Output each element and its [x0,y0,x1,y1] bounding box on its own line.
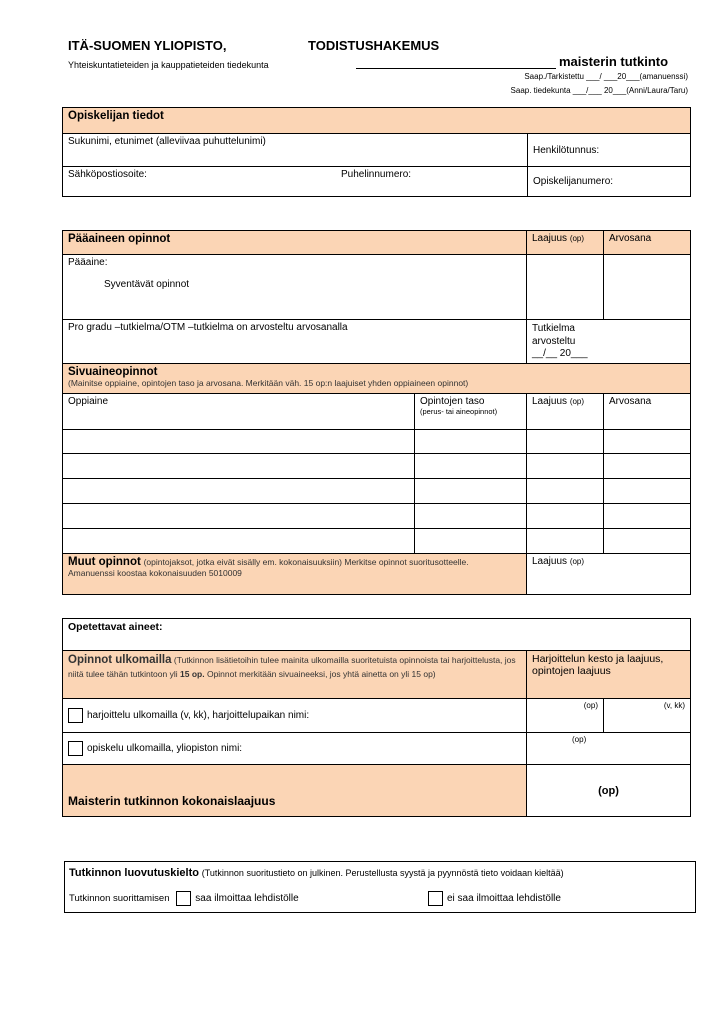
other-studies-note: (opintojaksot, jotka eivät sisälly em. kokonaisuuksiin) Merkitse opinnot suoritusotteelle. [143,557,469,567]
publication-prefix: Tutkinnon suorittamisen [69,893,170,905]
abroad-header [63,651,527,699]
thesis-graded-label: Tutkielma arvosteltu [532,323,576,347]
minor-col-scope-label: Laajuus [532,396,568,407]
minor-subject-cell[interactable] [63,479,415,504]
internship-abroad-checkbox[interactable] [68,708,83,723]
minor-col-scope [527,394,604,430]
other-scope-cell[interactable] [527,554,691,595]
major-scope-header [527,231,604,255]
study-abroad-field [63,733,527,765]
total-scope-unit: (op) [598,784,619,797]
minor-grade-cell[interactable] [604,529,691,554]
minor-subject-cell[interactable] [63,430,415,454]
studies-table [62,230,691,595]
minor-level-cell[interactable] [415,504,527,529]
student-info-table [62,107,691,197]
minor-col-subject-label: Oppiaine [68,396,109,407]
major-label: Pääaine: [68,257,108,268]
form-title: TODISTUSHAKEMUS [308,38,440,53]
abroad-note-bold: 15 op. [180,669,205,679]
major-header [63,231,527,255]
major-title: Pääaineen opinnot [68,233,171,245]
advanced-studies-label: Syventävät opinnot [104,279,190,290]
minor-header [63,364,691,394]
major-scope-unit: (op) [569,234,585,243]
ssn-label: Henkilötunnus: [533,144,600,156]
internship-duration-cell[interactable] [604,699,691,733]
minor-col-subject [63,394,415,430]
minor-row [63,430,691,454]
study-abroad-op-cell[interactable] [527,733,691,765]
teaching-subjects-field[interactable] [63,619,691,651]
minor-scope-cell[interactable] [527,454,604,479]
name-label: Sukunimi, etunimet (alleviivaa puhuttelunimi) [68,136,266,147]
minor-grade-cell[interactable] [604,479,691,504]
minor-scope-cell[interactable] [527,479,604,504]
ssn-field[interactable] [528,134,691,167]
major-grade-header [604,231,691,255]
university-name: ITÄ-SUOMEN YLIOPISTO, [68,38,227,53]
other-scope-unit: (op) [569,557,585,566]
minor-col-grade [604,394,691,430]
other-studies-title: Muut opinnot [68,556,141,568]
thesis-field[interactable] [63,320,527,364]
email-phone-field[interactable] [63,167,528,197]
minor-col-level-label: Opintojen taso [420,396,485,407]
total-scope-label: Maisterin tutkinnon kokonaislaajuus [68,794,276,808]
minor-level-cell[interactable] [415,529,527,554]
minor-title: Sivuaineopinnot [68,366,158,378]
major-grade-label: Arvosana [609,233,652,244]
minor-grade-cell[interactable] [604,430,691,454]
faculty-received-line: Saap. tiedekunta ___/___ 20___(Anni/Laura/Taru) [510,86,688,95]
student-number-field[interactable] [528,167,691,197]
minor-row [63,454,691,479]
minor-subject-cell[interactable] [63,454,415,479]
minor-col-scope-unit: (op) [569,397,585,406]
thesis-graded-cell[interactable] [527,320,691,364]
abroad-note: (Tutkinnon lisätietoihin tulee mainita ulkomailla suoritetuista opinnoista tai harjoittelusta, jos niitä tulee tähän tutkintoon yli [68,655,516,679]
abroad-right-header-label: Harjoittelun kesto ja laajuus, opintojen laajuus [532,653,664,677]
major-scope-label: Laajuus [532,233,568,244]
study-abroad-label: opiskelu ulkomailla, yliopiston nimi: [87,743,243,755]
degree-name-line[interactable] [356,68,556,69]
minor-level-cell[interactable] [415,479,527,504]
internship-op-cell[interactable] [527,699,604,733]
internship-abroad-field [63,699,527,733]
student-info-header [63,108,691,134]
minor-grade-cell[interactable] [604,504,691,529]
internship-op-label: (op) [583,701,598,710]
minor-grade-cell[interactable] [604,454,691,479]
email-label: Sähköpostiosoite: [68,169,147,180]
minor-col-grade-label: Arvosana [609,396,652,407]
publication-title: Tutkinnon luovutuskielto [69,867,199,879]
minor-subject-cell[interactable] [63,504,415,529]
minor-row [63,479,691,504]
degree-label: maisterin tutkinto [559,54,669,69]
press-denied-label: ei saa ilmoittaa lehdistölle [447,893,561,905]
publication-note: (Tutkinnon suoritustieto on julkinen. Perustellusta syystä ja pyynnöstä tieto voidaan kieltää) [201,868,564,878]
phone-label: Puhelinnumero: [341,169,412,180]
minor-subject-cell[interactable] [63,529,415,554]
minor-level-cell[interactable] [415,454,527,479]
minor-scope-cell[interactable] [527,430,604,454]
faculty-name: Yhteiskuntatieteiden ja kauppatieteiden tiedekunta [68,60,269,70]
thesis-label: Pro gradu –tutkielma/OTM –tutkielma on arvosteltu arvosanalla [68,322,348,333]
student-number-label: Opiskelijanumero: [533,176,614,187]
thesis-date-line: __/__ 20___ [532,348,588,359]
minor-scope-cell[interactable] [527,529,604,554]
major-subject-field[interactable] [63,255,527,320]
other-studies-header [63,554,527,595]
internship-duration-label: (v, kk) [663,701,686,710]
minor-note: (Mainitse oppiaine, opintojen taso ja arvosana. Merkitään väh. 15 op:n laajuiset yhden oppiaineen opinnot) [68,378,469,388]
other-studies-note2: Amanuenssi koostaa kokonaisuuden 5010009 [68,568,242,578]
other-scope-label: Laajuus [532,556,568,567]
major-grade-cell[interactable] [604,255,691,320]
press-denied-checkbox[interactable] [428,891,443,906]
abroad-note-end: Opinnot merkitään sivuaineeksi, jos yhtä ainetta on yli 15 op) [206,669,436,679]
press-allowed-checkbox[interactable] [176,891,191,906]
major-scope-cell[interactable] [527,255,604,320]
minor-row [63,529,691,554]
teaching-subjects-title: Opetettavat aineet: [68,621,163,633]
abroad-title: Opinnot ulkomailla [68,654,172,666]
publication-box [64,861,696,913]
minor-col-level [415,394,527,430]
name-field[interactable] [63,134,528,167]
abroad-right-header [527,651,691,699]
received-line: Saap./Tarkistettu ___/ ___20___(amanuenssi) [524,72,688,81]
study-abroad-op-label: (op) [572,735,587,744]
internship-abroad-label: harjoittelu ulkomailla (v, kk), harjoittelupaikan nimi: [87,710,310,722]
study-abroad-checkbox[interactable] [68,741,83,756]
minor-level-cell[interactable] [415,430,527,454]
minor-col-level-note: (perus- tai aineopinnot) [420,407,498,416]
minor-row [63,504,691,529]
student-info-title: Opiskelijan tiedot [68,110,164,122]
total-scope-header [63,765,527,817]
press-allowed-label: saa ilmoittaa lehdistölle [195,893,299,905]
abroad-table [62,618,691,817]
minor-scope-cell[interactable] [527,504,604,529]
total-scope-cell[interactable] [527,765,691,817]
